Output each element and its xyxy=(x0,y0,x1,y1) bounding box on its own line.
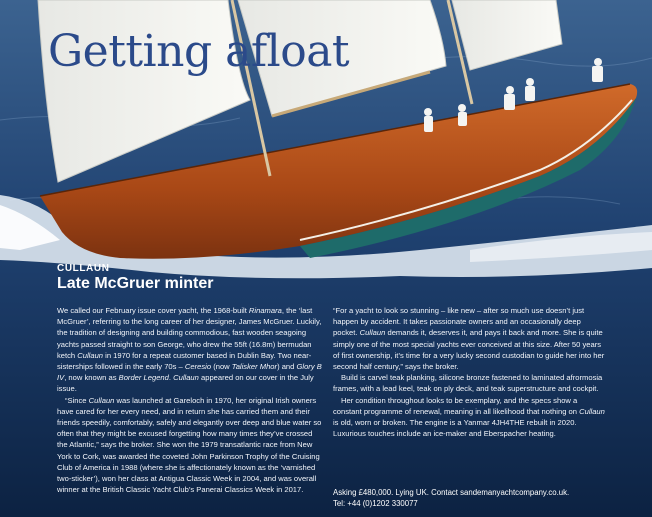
body-paragraph: Her condition throughout looks to be exemplary, and the specs show a constant programme of renewal, meaning in all likelihood that nothing on Cullaun is old, worn or broken. The engine is a Yanmar 4JH4THE rebuilt in 2020. Luxurious touches include an ice-maker and Eberspacher heating. xyxy=(333,395,605,439)
contact-info xyxy=(333,487,569,509)
body-paragraph: “For a yacht to look so stunning – like new – after so much use doesn’t just happen by accident. It takes passionate owners and an occasionally deep pocket. Cullaun demands it, deserves it, and pays it back and more. She is quite simply one of the most special yachts ever conceived at this size. After 50 years of first ownership, it’s time for a very lucky second custodian to guide her into her second half century,” says the broker. xyxy=(333,306,605,372)
body-paragraph: “Since Cullaun was launched at Gareloch in 1970, her original Irish owners have cared for her every need, and in return she has carried them and their friends speedily, comfortably, safely and elegantly over deep and blue water so often that they might be excused forgetting how many times they’ve crossed the Atlantic,” says the broker. She won the 1979 transatlantic race from New York to Cork, was awarded the coveted John Parkinson Trophy of the Cruising Club of America in 1988 (where she is affectionately known as the ‘varnished two-sticker’), won her class at Antigua Classic Week in 2004, and was overall winner at the British Classic Yacht Club’s Panerai Classics Week in 2017. xyxy=(57,395,322,495)
right-column xyxy=(333,305,605,439)
section-kicker: CULLAUN xyxy=(57,263,110,274)
telephone-line: Tel: +44 (0)1202 330077 xyxy=(333,499,418,508)
headline: Getting afloat xyxy=(48,26,350,77)
body-paragraph: Build is carvel teak planking, silicone bronze fastened to laminated afrormosia frames, with a lead keel, teak on ply deck, and teak superstructure and cockpit. xyxy=(333,373,603,394)
article-title: Late McGruer minter xyxy=(57,275,214,292)
left-column xyxy=(57,305,325,495)
body-paragraph: We called our February issue cover yacht, the 1968-built Rinamara, the ‘last McGruer’, referring to the long career of her designer, James McGruer. Luckily, the tradition of designing and building commodious, fast wooden seagoing yachts passed straight to son George, who drew the 55ft (16.8m) bermudan ketch Cullaun in 1970 for a repeat customer based in Dublin Bay. Two near-sisterships followed in the early 70s – Ceresio (now Talisker Mhor) and Glory B IV, now known as Border Legend. Cullaun appeared on our cover in the July issue. xyxy=(57,306,322,394)
asking-price-line: Asking £480,000. Lying UK. Contact sandemanyachtcompany.co.uk. xyxy=(333,488,570,497)
